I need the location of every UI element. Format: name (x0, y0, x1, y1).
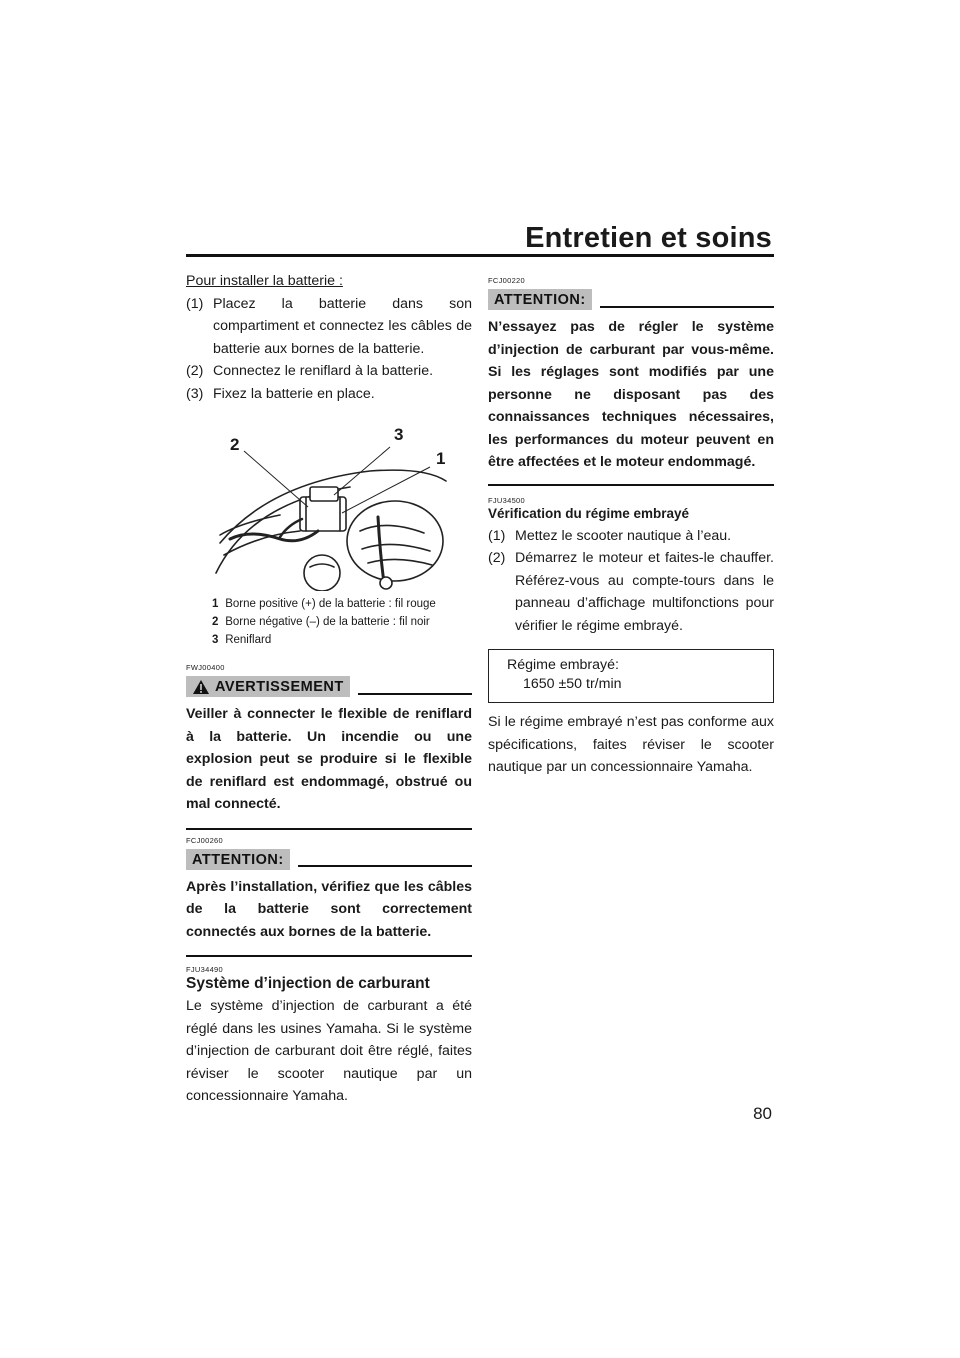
attention-label: ATTENTION: (186, 849, 290, 870)
install-step-3 (186, 383, 472, 406)
idle-speed-section (488, 496, 774, 779)
attention-block (186, 836, 472, 958)
install-heading: Pour installer la batterie : (186, 273, 343, 289)
header-divider (186, 254, 774, 257)
left-column (186, 270, 472, 1108)
figure-caption (212, 595, 472, 649)
battery-drawing (210, 423, 450, 591)
warning-text: Veiller à connecter le flexible de reniflard à la batterie. Un incendie ou une explosion peut se produire si le flexible de reniflard est endommagé, obstrué ou mal connecté. (186, 706, 472, 812)
reference-code: FCJ00260 (186, 835, 224, 845)
install-step-1 (186, 293, 472, 361)
fuel-injection-section (186, 965, 472, 1108)
reference-code: FCJ00220 (488, 276, 526, 285)
section-heading: Vérification du régime embrayé (488, 505, 690, 521)
step-text: Mettez le scooter nautique à l’eau. (515, 527, 732, 544)
attention-end-divider (488, 484, 774, 486)
caption-line: 1 Borne positive (+) de la batterie : fil rouge (212, 598, 436, 610)
step-number: (1) (488, 527, 506, 544)
install-step-2 (186, 360, 472, 383)
step-text: Placez la batterie dans son compartiment et connectez les câbles de batterie aux bornes de la batterie. (213, 295, 472, 357)
warning-block (186, 663, 472, 830)
step-number: (1) (186, 295, 204, 312)
right-column (488, 270, 774, 779)
attention-text: Après l’installation, vérifiez que les câbles de la batterie sont correctement connectés aux bornes de la batterie. (186, 878, 472, 940)
caption-line: 3 Reniflard (212, 634, 272, 646)
step-number: (2) (488, 550, 506, 566)
step-text: Connectez le reniflard à la batterie. (213, 363, 434, 379)
label-divider (298, 865, 472, 867)
closing-text: Si le régime embrayé n’est pas conforme aux spécifications, faites réviser le scooter nautique par un concessionnaire Yamaha. (488, 714, 774, 775)
callout-label: 2 (230, 435, 240, 454)
attention-label: ATTENTION: (488, 289, 592, 310)
check-step-2 (488, 547, 774, 637)
check-step-1 (488, 525, 774, 548)
section-text: Le système d’injection de carburant a été réglé dans les usines Yamaha. Si le système d’injection de carburant doit être réglé, faites réviser le scooter nautique par un concessionnaire Yamaha. (186, 998, 472, 1104)
label-divider (600, 306, 774, 308)
warning-label: AVERTISSEMENT (186, 676, 350, 697)
warning-icon (192, 679, 210, 695)
reference-code: FJU34500 (488, 495, 526, 505)
spec-value: 1650 ±50 tr/min (523, 676, 622, 692)
page-title: Entretien et soins (525, 222, 772, 254)
spec-label: Régime embrayé: (507, 657, 619, 673)
step-number: (3) (186, 385, 204, 402)
callout-label: 1 (436, 449, 446, 468)
attention-end-divider (186, 955, 472, 957)
section-heading: Système d’injection de carburant (186, 975, 430, 992)
reference-code: FWJ00400 (186, 663, 225, 672)
attention-text: N’essayez pas de régler le système d’injection de carburant par vous-même. Si les réglages sont modifiés par une personne ne disposant pas des connaissances techniques nécessaires, les performances du moteur peuvent en être affectées et le moteur endommagé. (488, 319, 774, 470)
attention-block (488, 276, 774, 486)
step-number: (2) (186, 363, 204, 379)
label-divider (358, 693, 472, 695)
spec-box (488, 649, 774, 703)
page-number: 80 (753, 1104, 772, 1123)
reference-code: FJU34490 (186, 965, 224, 974)
caption-line: 2 Borne négative (–) de la batterie : fil noir (212, 616, 430, 628)
callout-label: 3 (394, 425, 404, 444)
step-text: Fixez la batterie en place. (213, 385, 375, 402)
step-text: Démarrez le moteur et faites-le chauffer. Référez-vous au compte-tours dans le panneau d’affichage multifonctions pour vérifier le régime embrayé. (515, 550, 774, 634)
warning-end-divider (186, 828, 472, 830)
battery-illustration (210, 423, 450, 591)
